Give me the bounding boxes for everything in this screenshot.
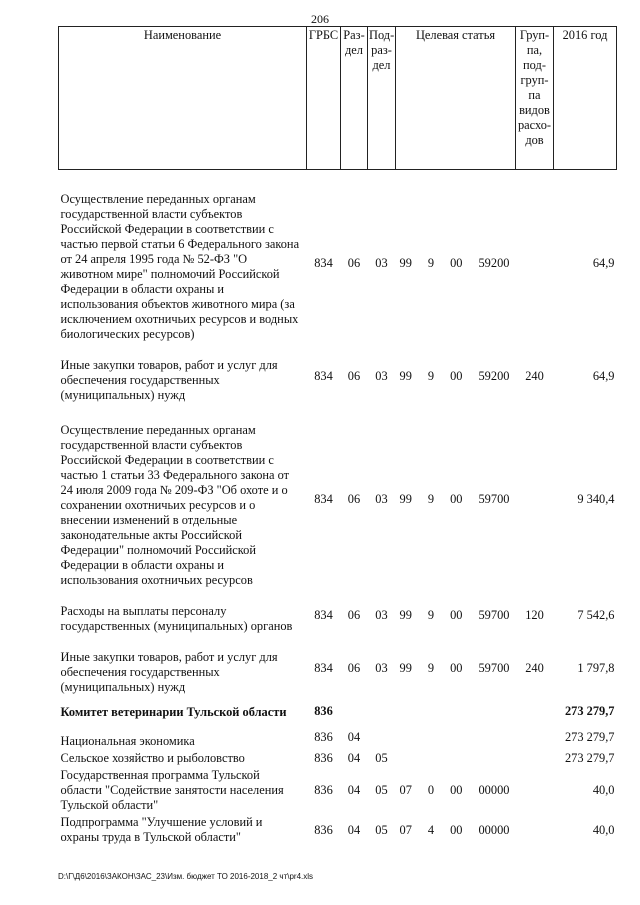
- target-article-part: 59200: [478, 255, 510, 270]
- row-razdel: 06: [347, 369, 361, 383]
- row-grbs: 834: [314, 661, 333, 675]
- row-target-article: [396, 180, 516, 346]
- row-podrazdel: [368, 699, 396, 724]
- row-grbs: 834: [314, 607, 333, 622]
- row-sum-2016: 273 279,7: [564, 729, 615, 744]
- row-name: Комитет ветеринарии Тульской области: [60, 705, 287, 719]
- row-razdel: 04: [347, 751, 361, 765]
- row-expense-group: 240: [525, 661, 544, 675]
- row-expense-group: [516, 814, 554, 846]
- target-article-part: 00: [450, 607, 463, 622]
- header-podrazdel: Под- раз- дел: [368, 27, 396, 170]
- row-sum-2016: 64,9: [592, 255, 615, 270]
- row-grbs: 834: [314, 255, 333, 270]
- header-name: Наименование: [59, 27, 307, 170]
- row-sum-2016: 64,9: [592, 369, 615, 383]
- row-name: Подпрограмма "Улучшение условий и охраны труда в Тульской области": [60, 815, 263, 844]
- row-sum-2016: 40,0: [592, 783, 615, 797]
- target-article-part: 00000: [478, 822, 510, 837]
- header-razdel: Раз- дел: [341, 27, 368, 170]
- table-row: [59, 724, 617, 750]
- target-article-part: 99: [399, 492, 412, 506]
- row-grbs: 834: [314, 492, 333, 506]
- target-article-part: 0: [427, 783, 435, 797]
- row-sum-2016: 9 340,4: [577, 492, 615, 506]
- table-row: [59, 814, 617, 846]
- row-name: Государственная программа Тульской области "Содействие занятости населения Тульской области": [60, 768, 284, 812]
- row-target-article: [396, 767, 516, 814]
- target-article-part: 99: [399, 369, 412, 383]
- table-body: [59, 170, 617, 847]
- budget-sheet: [58, 26, 616, 846]
- target-article-part: 9: [427, 607, 435, 622]
- row-expense-group: [516, 750, 554, 767]
- file-path-footer: D:\Г\Д6\2016\ЗАКОН\ЗАС_23\Изм. бюджет ТО 2016-2018_2 чт\pr4.xls: [58, 872, 314, 881]
- row-podrazdel: 05: [375, 751, 388, 765]
- row-sum-2016: 1 797,8: [577, 661, 615, 675]
- table-row: [59, 750, 617, 767]
- row-target-article: [396, 638, 516, 699]
- row-podrazdel: 03: [375, 607, 388, 622]
- row-expense-group: [516, 180, 554, 346]
- row-name: Осуществление переданных органам государственной власти субъектов Российской Федерации в соответствии с частью первой статьи 6 Федерального закона от 24 апреля 1995 года № 52-ФЗ "О животном мире" полномочий Российской Федерации в области охраны и использования объектов животного мира (за исключением охотничьих ресурсов и водных биологических ресурсов): [60, 192, 300, 341]
- target-article-part: 00: [450, 492, 463, 506]
- row-podrazdel: 03: [375, 369, 388, 383]
- page-number: 206: [311, 12, 329, 26]
- target-article-part: 4: [427, 822, 435, 837]
- target-article-part: 07: [399, 822, 412, 837]
- row-name: Осуществление переданных органам государственной власти субъектов Российской Федерации в соответствии с частью 1 статьи 33 Федерального закона от 24 июля 2009 года № 209-ФЗ "Об охоте и о сохранении охотничьих ресурсов и о внесении изменений в отдельные законодательные акты Российской Федерации" полномочий Российской Федерации в области охраны и использования охотничьих ресурсов: [60, 423, 290, 587]
- row-target-article: [396, 346, 516, 407]
- target-article-part: 00: [450, 255, 463, 270]
- row-sum-2016: 40,0: [592, 822, 615, 837]
- row-razdel: 06: [347, 492, 361, 506]
- row-razdel: [341, 699, 368, 724]
- header-target-article: Целевая статья: [396, 27, 516, 170]
- row-expense-group: [516, 407, 554, 592]
- row-target-article: [396, 699, 516, 724]
- target-article-part: 59700: [478, 661, 510, 675]
- row-podrazdel: 03: [375, 492, 388, 506]
- row-target-article: [396, 592, 516, 638]
- table-row: [59, 407, 617, 592]
- row-name: Расходы на выплаты персоналу государственных (муниципальных) органов: [60, 604, 293, 633]
- target-article-part: 59200: [478, 369, 510, 383]
- table-header-row: [59, 27, 617, 170]
- row-razdel: 04: [347, 783, 361, 797]
- row-expense-group: [516, 699, 554, 724]
- row-grbs: 836: [314, 704, 333, 718]
- row-podrazdel: [368, 724, 396, 750]
- row-podrazdel: 05: [375, 783, 388, 797]
- row-name: Сельское хозяйство и рыболовство: [60, 751, 245, 765]
- header-grbs: ГРБС: [307, 27, 341, 170]
- row-target-article: [396, 407, 516, 592]
- target-article-part: 99: [399, 607, 412, 622]
- target-article-part: 9: [427, 492, 435, 506]
- row-target-article: [396, 724, 516, 750]
- target-article-part: 9: [427, 255, 435, 270]
- row-podrazdel: 05: [375, 822, 388, 837]
- target-article-part: 00: [450, 369, 463, 383]
- target-article-part: 00: [450, 783, 463, 797]
- target-article-part: 59700: [478, 607, 510, 622]
- row-grbs: 836: [314, 729, 333, 744]
- row-grbs: 836: [314, 751, 333, 765]
- row-podrazdel: 03: [375, 661, 388, 675]
- target-article-part: 99: [399, 255, 412, 270]
- target-article-part: 9: [427, 661, 435, 675]
- table-row: [59, 346, 617, 407]
- row-name: Иные закупки товаров, работ и услуг для обеспечения государственных (муниципальных) нужд: [60, 358, 278, 402]
- row-target-article: [396, 750, 516, 767]
- row-name: Иные закупки товаров, работ и услуг для обеспечения государственных (муниципальных) нужд: [60, 650, 278, 694]
- target-article-part: 99: [399, 661, 412, 675]
- row-name: Национальная экономика: [60, 734, 195, 748]
- target-article-part: 9: [427, 369, 435, 383]
- row-podrazdel: 03: [375, 255, 388, 270]
- table-row: [59, 180, 617, 346]
- budget-table: [58, 26, 617, 846]
- row-expense-group: 240: [525, 369, 544, 383]
- target-article-part: 59700: [478, 492, 510, 506]
- row-grbs: 836: [314, 783, 333, 797]
- row-sum-2016: 273 279,7: [564, 704, 615, 718]
- row-target-article: [396, 814, 516, 846]
- target-article-part: 00: [450, 661, 463, 675]
- row-expense-group: 120: [525, 607, 544, 622]
- table-row: [59, 638, 617, 699]
- row-razdel: 06: [347, 255, 361, 270]
- row-grbs: 834: [314, 369, 333, 383]
- table-row: [59, 767, 617, 814]
- target-article-part: 07: [399, 783, 412, 797]
- row-razdel: 04: [347, 729, 361, 744]
- row-grbs: 836: [314, 822, 333, 837]
- header-year-2016: 2016 год: [554, 27, 617, 170]
- header-expense-group: Груп- па, под- груп- па видов расхо- дов: [516, 27, 554, 170]
- row-sum-2016: 7 542,6: [577, 607, 615, 622]
- row-expense-group: [516, 767, 554, 814]
- row-razdel: 06: [347, 661, 361, 675]
- table-row: [59, 592, 617, 638]
- row-razdel: 06: [347, 607, 361, 622]
- table-row: [59, 699, 617, 724]
- row-expense-group: [516, 724, 554, 750]
- target-article-part: 00: [450, 822, 463, 837]
- row-sum-2016: 273 279,7: [564, 751, 615, 765]
- row-razdel: 04: [347, 822, 361, 837]
- target-article-part: 00000: [478, 783, 510, 797]
